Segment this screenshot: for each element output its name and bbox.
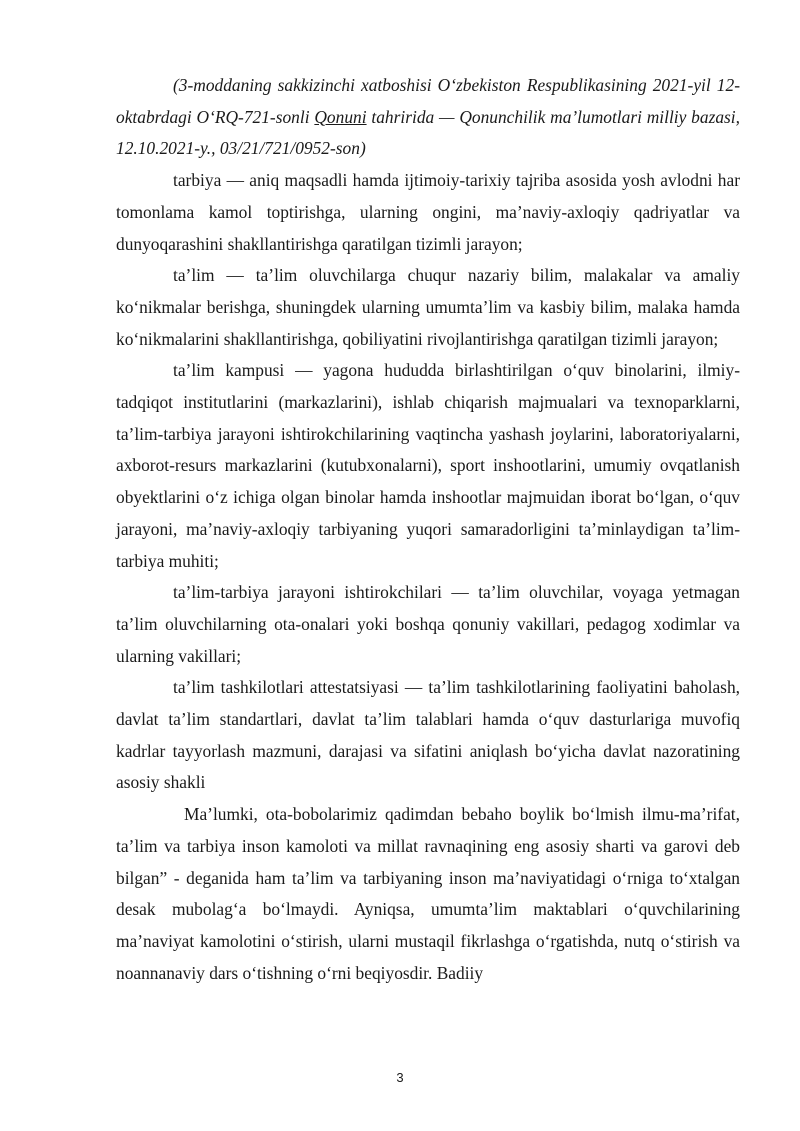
definition-talim-kampusi: ta’lim kampusi — yagona hududda birlashtirilgan o‘quv binolarini, ilmiy-tadqiqot institutlarini (markazlarini), ishlab chiqarish majmualari va texnoparklarni, ta’lim-tarbiya jarayoni ishtirokchilarining vaqtincha yashash joylarini, laboratoriyalarni, axborot-resurs markazlarini (kutubxonalarni), sport inshootlarini, umumiy ovqatlanish obyektlarini o‘z ichiga olgan binolar hamda inshootlar majmuidan iborat bo‘lgan, o‘quv jarayoni, ma’naviy-axloqiy tarbiyaning yuqori samaradorligini ta’minlaydigan ta’lim-tarbiya muhiti; bbox=[116, 360, 740, 571]
page-number: 3 bbox=[396, 1070, 404, 1085]
definition-tarbiya: tarbiya — aniq maqsadli hamda ijtimoiy-tarixiy tajriba asosida yosh avlodni har tomonlama kamol toptirishga, ularning ongini, ma’naviy-axloqiy qadriyatlar va dunyoqarashini shakllantirishga qaratilgan tizimli jarayon; bbox=[116, 170, 740, 254]
amendment-note bbox=[116, 70, 740, 165]
law-link[interactable]: Qonuni bbox=[314, 106, 367, 127]
amendment-note-text-end: tahririda — Qonunchilik ma’lumotlari milliy bazasi, 12.10.2021-y., 03/21/721/0952-son) bbox=[116, 106, 740, 159]
definition-attestatsiya: ta’lim tashkilotlari attestatsiyasi — ta’lim tashkilotlarining faoliyatini baholash, davlat ta’lim standartlari, davlat ta’lim talablari hamda o‘quv dasturlariga muvofiq kadrlar tayyorlash mazmuni, darajasi va sifatini aniqlash bo‘yicha davlat nazoratining asosiy shakli bbox=[116, 677, 740, 793]
document-page bbox=[116, 70, 740, 989]
amendment-note-text-start: (3-moddaning sakkizinchi xatboshisi O‘zbekiston Respublikasining 2021-yil 12-oktabrdagi O‘RQ-721-sonli bbox=[116, 75, 740, 127]
definition-talim: ta’lim — ta’lim oluvchilarga chuqur nazariy bilim, malakalar va amaliy ko‘nikmalar berishga, shuningdek ularning umumta’lim va kasbiy bilim, malaka hamda ko‘nikmalarini shakllantirishga, qobiliyatini rivojlantirishga qaratilgan tizimli jarayon; bbox=[116, 265, 740, 349]
body-paragraph: Ma’lumki, ota-bobolarimiz qadimdan bebaho boylik bo‘lmish ilmu-ma’rifat, ta’lim va tarbiya inson kamoloti va millat ravnaqining eng asosiy sharti va garovi deb bilgan” - deganida ham ta’lim va tarbiyaning inson ma’naviyatidagi o‘rniga to‘xtalgan desak mubolag‘a bo‘lmaydi. Ayniqsa, umumta’lim maktablari o‘quvchilarining ma’naviyat kamolotini o‘stirish, ularni mustaqil fikrlashga o‘rgatishda, nutq o‘stirish va noannanaviy dars o‘tishning o‘rni beqiyosdir. Badiiy bbox=[116, 804, 740, 983]
definition-talim-tarbiya-ishtirokchilari: ta’lim-tarbiya jarayoni ishtirokchilari — ta’lim oluvchilar, voyaga yetmagan ta’lim oluvchilarning ota-onalari yoki boshqa qonuniy vakillari, pedagog xodimlar va ularning vakillari; bbox=[116, 582, 740, 666]
